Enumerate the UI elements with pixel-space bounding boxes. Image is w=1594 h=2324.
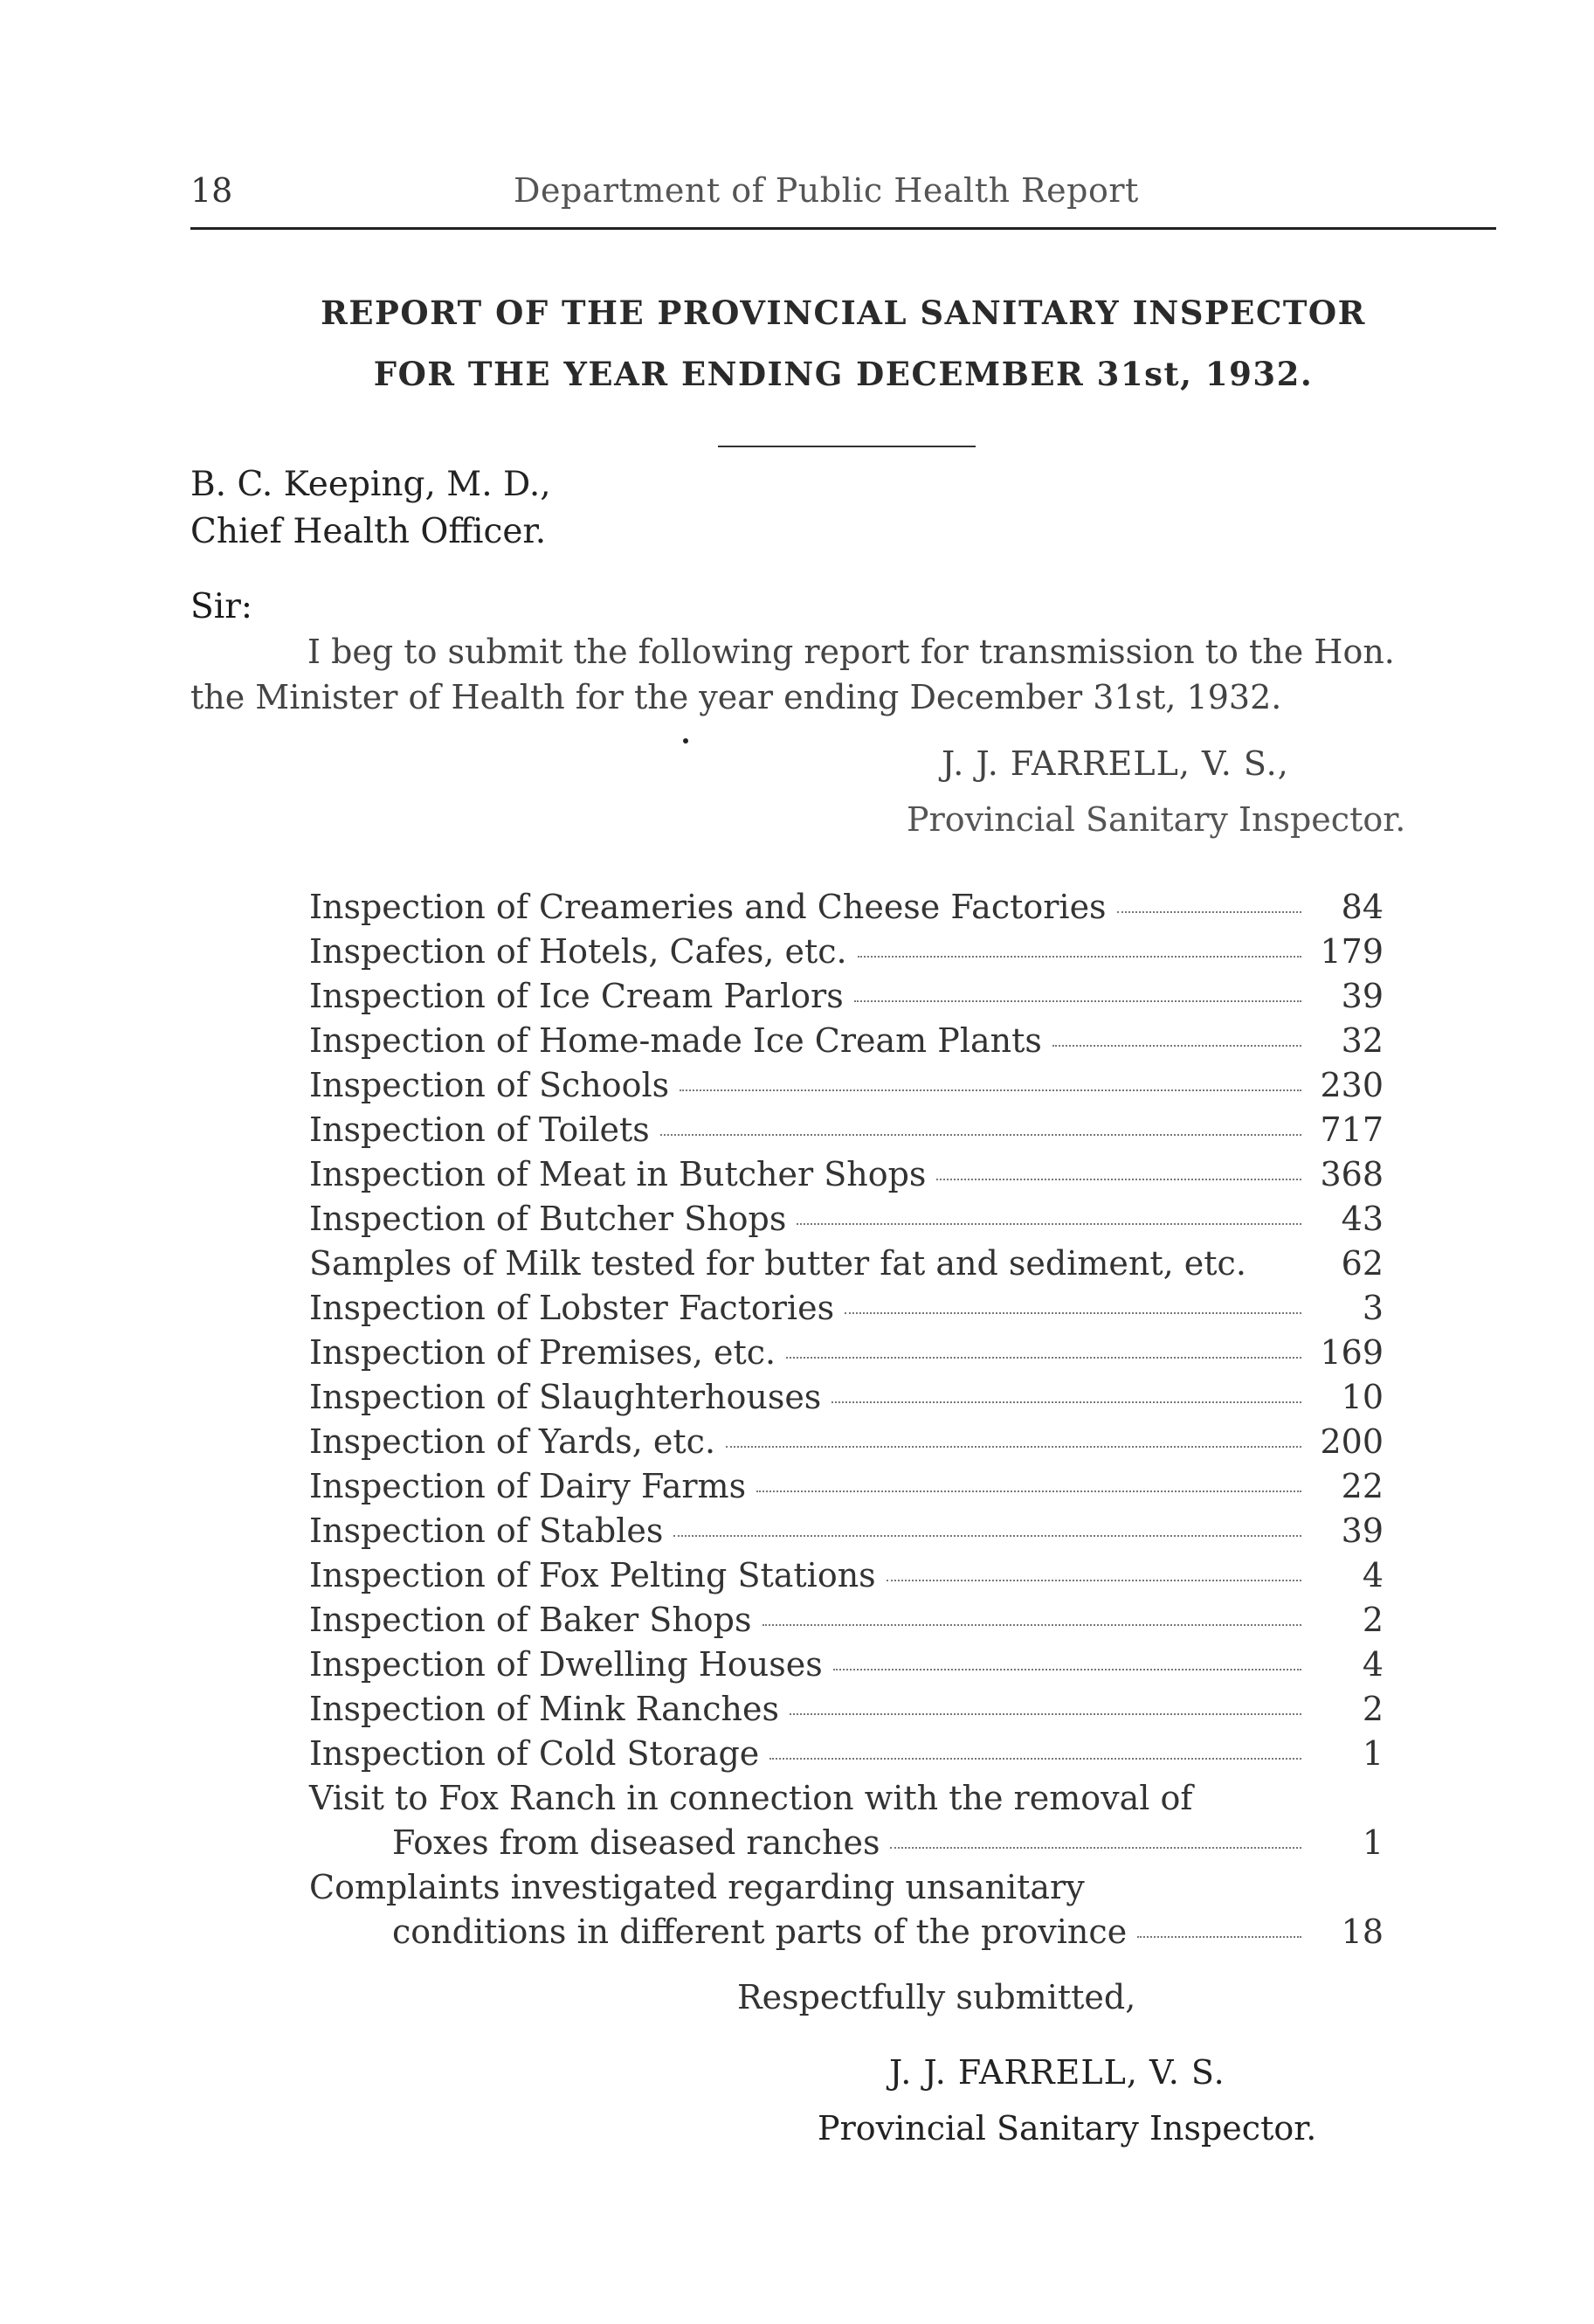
- inspection-row: [309, 1556, 1384, 1601]
- inspection-count: 200: [1320, 1422, 1384, 1461]
- dot-leader: [887, 1580, 1301, 1581]
- inspection-count: 39: [1341, 1511, 1384, 1550]
- dot-leader: [797, 1223, 1301, 1225]
- inspection-row: [309, 1645, 1384, 1690]
- inspection-row: [309, 977, 1384, 1021]
- fox-ranch-label-line2: Foxes from diseased ranches: [392, 1823, 880, 1862]
- inspection-label: Inspection of Schools: [309, 1066, 670, 1104]
- dot-leader: [680, 1089, 1301, 1091]
- inspection-label: Inspection of Mink Ranches: [309, 1690, 779, 1728]
- report-title-line1: REPORT OF THE PROVINCIAL SANITARY INSPECTOR: [321, 294, 1366, 332]
- inspection-row: [309, 1734, 1384, 1779]
- inspection-row: [309, 1467, 1384, 1511]
- running-head: Department of Public Health Report: [514, 171, 1139, 210]
- dot-leader: [673, 1535, 1301, 1537]
- inspection-label: Inspection of Home-made Ice Cream Plants: [309, 1021, 1042, 1060]
- inspection-label: Inspection of Cold Storage: [309, 1734, 760, 1773]
- page-number: 18: [190, 171, 233, 210]
- inspection-label: Inspection of Dairy Farms: [309, 1467, 747, 1505]
- fox-ranch-count: 1: [1362, 1823, 1384, 1862]
- inspection-label: Inspection of Slaughterhouses: [309, 1378, 822, 1416]
- inspection-label: Inspection of Fox Pelting Stations: [309, 1556, 876, 1594]
- inspection-count: 84: [1341, 888, 1384, 926]
- dot-leader: [762, 1624, 1301, 1626]
- inspection-label: Inspection of Dwelling Houses: [309, 1645, 823, 1684]
- inspection-label: Inspection of Stables: [309, 1511, 664, 1550]
- dot-leader: [890, 1847, 1301, 1849]
- page-header: [190, 171, 1496, 230]
- stray-dot-mark: [683, 738, 688, 744]
- inspection-count: 10: [1341, 1378, 1384, 1416]
- inspection-row: [309, 1333, 1384, 1378]
- closing-phrase: Respectfully submitted,: [737, 1978, 1136, 2016]
- dot-leader: [726, 1446, 1301, 1448]
- inspection-label: Inspection of Hotels, Cafes, etc.: [309, 932, 847, 971]
- inspection-row: [309, 1155, 1384, 1200]
- dot-leader: [786, 1357, 1301, 1359]
- dot-leader: [660, 1134, 1301, 1136]
- complaints-row-line2: [309, 1912, 1384, 1957]
- inspection-label: Inspection of Lobster Factories: [309, 1289, 835, 1327]
- inspection-count: 39: [1341, 977, 1384, 1015]
- inspection-row: [309, 1244, 1384, 1289]
- inspection-count: 2: [1362, 1601, 1384, 1639]
- signature-top-title: Provincial Sanitary Inspector.: [907, 800, 1406, 839]
- dot-leader: [936, 1179, 1301, 1180]
- letter-body-line1: I beg to submit the following report for transmission to the Hon.: [307, 633, 1395, 671]
- inspection-list: [309, 888, 1384, 1957]
- signature-bottom-name: J. J. FARRELL, V. S.: [889, 2053, 1225, 2092]
- inspection-count: 368: [1320, 1155, 1384, 1193]
- inspection-label: Inspection of Ice Cream Parlors: [309, 977, 844, 1015]
- inspection-count: 4: [1362, 1645, 1384, 1684]
- inspection-row: [309, 1378, 1384, 1422]
- dot-leader: [1052, 1045, 1301, 1047]
- inspection-row: [309, 1110, 1384, 1155]
- addressee-role: Chief Health Officer.: [190, 512, 547, 551]
- inspection-count: 1: [1362, 1734, 1384, 1773]
- inspection-row: [309, 1021, 1384, 1066]
- dot-leader: [832, 1401, 1301, 1403]
- inspection-count: 169: [1320, 1333, 1384, 1372]
- dot-leader: [833, 1669, 1301, 1670]
- inspection-label: Inspection of Butcher Shops: [309, 1200, 787, 1238]
- inspection-row: [309, 1422, 1384, 1467]
- inspection-row: [309, 1690, 1384, 1734]
- inspection-row: [309, 1066, 1384, 1110]
- salutation: Sir:: [190, 587, 252, 626]
- inspection-count: 3: [1362, 1289, 1384, 1327]
- complaints-count: 18: [1341, 1912, 1384, 1951]
- inspection-count: 43: [1341, 1200, 1384, 1238]
- inspection-count: 230: [1320, 1066, 1384, 1104]
- inspection-row: [309, 1289, 1384, 1333]
- inspection-row: [309, 888, 1384, 932]
- inspection-label: Samples of Milk tested for butter fat and sediment, etc.: [309, 1244, 1246, 1283]
- inspection-count: 2: [1362, 1690, 1384, 1728]
- fox-ranch-label-line1: Visit to Fox Ranch in connection with the removal of: [309, 1779, 1193, 1817]
- complaints-label-line2: conditions in different parts of the province: [392, 1912, 1128, 1951]
- inspection-count: 22: [1341, 1467, 1384, 1505]
- addressee-name: B. C. Keeping, M. D.,: [190, 465, 551, 504]
- inspection-count: 4: [1362, 1556, 1384, 1594]
- inspection-label: Inspection of Baker Shops: [309, 1601, 752, 1639]
- complaints-row-line1: [309, 1868, 1384, 1912]
- inspection-count: 717: [1320, 1110, 1384, 1149]
- inspection-label: Inspection of Toilets: [309, 1110, 650, 1149]
- complaints-label-line1: Complaints investigated regarding unsanitary: [309, 1868, 1085, 1906]
- inspection-row: [309, 1200, 1384, 1244]
- dot-leader: [854, 1000, 1301, 1002]
- fox-ranch-row-line2: [309, 1823, 1384, 1868]
- fox-ranch-row-line1: [309, 1779, 1384, 1823]
- dot-leader: [1137, 1936, 1301, 1938]
- dot-leader: [845, 1312, 1301, 1314]
- report-title-line2: FOR THE YEAR ENDING DECEMBER 31st, 1932.: [373, 355, 1314, 393]
- letter-body-line2: the Minister of Health for the year ending December 31st, 1932.: [190, 678, 1282, 716]
- inspection-label: Inspection of Creameries and Cheese Factories: [309, 888, 1107, 926]
- inspection-label: Inspection of Yards, etc.: [309, 1422, 716, 1461]
- signature-top-name: J. J. FARRELL, V. S.,: [942, 744, 1289, 783]
- inspection-row: [309, 1601, 1384, 1645]
- inspection-row: [309, 932, 1384, 977]
- dot-leader: [790, 1713, 1301, 1715]
- signature-bottom-title: Provincial Sanitary Inspector.: [818, 2109, 1317, 2148]
- inspection-count: 32: [1341, 1021, 1384, 1060]
- inspection-count: 179: [1320, 932, 1384, 971]
- dot-leader: [769, 1758, 1301, 1760]
- inspection-row: [309, 1511, 1384, 1556]
- inspection-label: Inspection of Meat in Butcher Shops: [309, 1155, 927, 1193]
- dot-leader: [858, 956, 1301, 958]
- dot-leader: [756, 1491, 1301, 1492]
- inspection-label: Inspection of Premises, etc.: [309, 1333, 776, 1372]
- inspection-count: 62: [1341, 1244, 1384, 1283]
- title-divider: [718, 446, 976, 447]
- dot-leader: [1117, 911, 1301, 913]
